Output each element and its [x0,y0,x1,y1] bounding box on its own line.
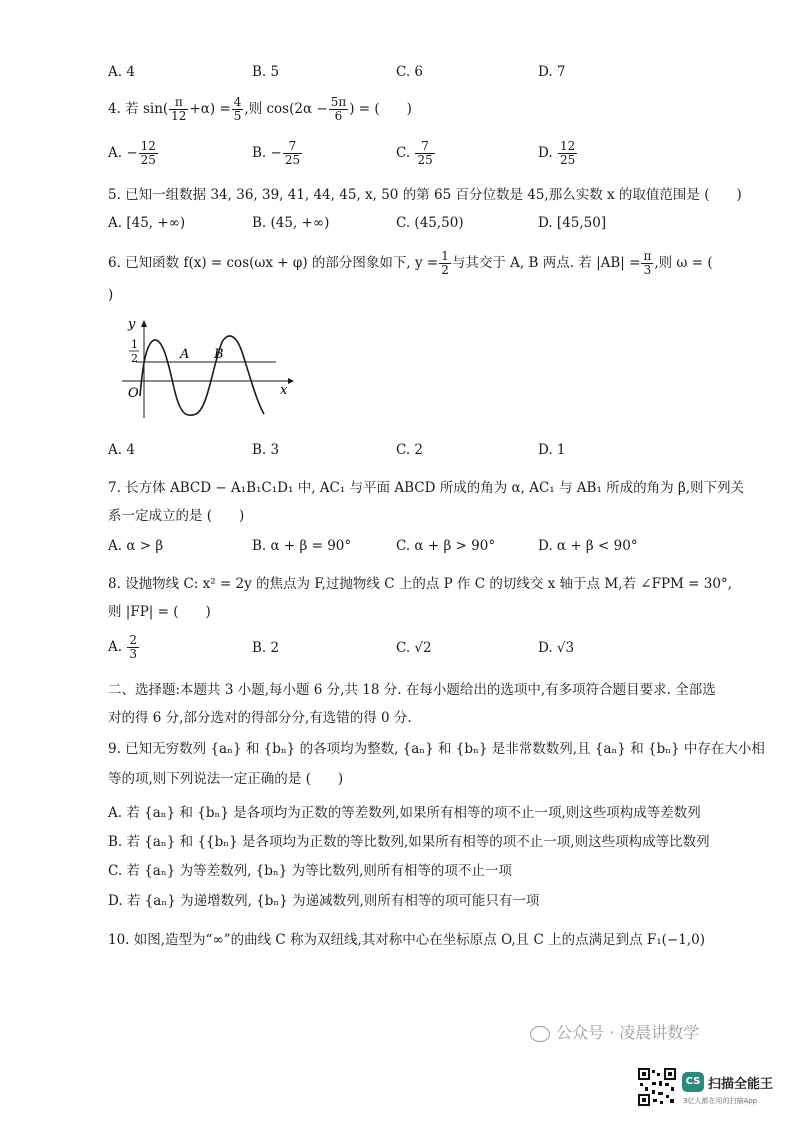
q6-function-graph [118,318,296,422]
q4-option-b-frac [283,140,302,167]
q8-option-a-frac [127,634,139,661]
wechat-icon [530,1026,550,1042]
q4-option-c-num: 7 [415,140,434,154]
q4-option-a-label: A. [108,145,123,161]
section2-heading-line2: 对的得 6 分,部分选对的得部分分,有选错的得 0 分. [108,710,412,726]
q4-frac3-num: 5π [330,95,347,109]
camscanner-tagline: 3亿人都在用的扫描App [683,1097,758,1105]
q4-option-a-frac [139,140,158,167]
q4-frac2-den: 5 [233,109,242,123]
q4-frac1-num: π [169,96,188,110]
q8-option-a-num: 2 [129,633,137,647]
q8-stem: 8. 设抛物线 C: x² = 2y 的焦点为 F,过抛物线 C 上的点 P 作 C 的切线交 x 轴于点 M,若 ∠FPM = 30°, [108,576,732,592]
q7-option-d: D. α + β < 90° [538,538,638,554]
q3-option-a: A. 4 [108,64,135,80]
q8-option-a-den: 3 [129,647,137,661]
q4-option-b-den: 25 [284,153,301,167]
q10-stem: 10. 如图,造型为“∞”的曲线 C 称为双纽线,其对称中心在坐标原点 O,且 C 上的点满足到点 F₁(−1,0) [108,932,705,948]
q6-option-a: A. 4 [108,442,135,458]
qr-code-icon [638,1068,676,1106]
q4-option-b [252,140,303,167]
q4-option-a-den: 25 [140,153,156,167]
cosine-curve [140,336,264,415]
q4-option-d-num: 12 [559,139,576,153]
watermark [530,1020,699,1043]
q4-option-a-num: 12 [140,139,156,153]
q7-option-c: C. α + β > 90° [396,538,496,554]
q7-stem-line2: 系一定成立的是 ( ) [108,508,245,524]
q6-part1: 6. 已知函数 f(x) = cos(ωx + φ) 的部分图象如下, y = [108,255,439,271]
q9-option-c: C. 若 {aₙ} 为等差数列, {bₙ} 为等比数列,则所有相等的项不止一项 [108,863,512,879]
q9-option-d: D. 若 {aₙ} 为递增数列, {bₙ} 为递减数列,则所有相等的项可能只有一项 [108,893,540,909]
q3-option-c: C. 6 [396,64,424,80]
q4-mid1: +α) = [189,101,231,117]
q6-stem-line2: ) [108,287,114,303]
q6-frac1-den: 2 [441,263,449,277]
y-label: y [128,318,136,332]
q8-option-d: D. √3 [538,640,575,656]
q4-prefix: 4. 若 sin( [108,101,169,117]
x-axis-arrow [288,378,294,384]
q3-option-d: D. 7 [538,64,566,80]
q8-option-c: C. √2 [396,640,432,656]
x-label: x [280,383,288,398]
q4-frac-1 [169,96,188,123]
q4-option-b-num: 7 [283,140,302,154]
q4-option-a-sign: − [126,145,138,161]
q4-option-c-label: C. [396,145,411,161]
origin-label: O [128,386,139,401]
q3-option-b: B. 5 [252,64,280,80]
q6-option-c: C. 2 [396,442,424,458]
q7-option-b: B. α + β = 90° [252,538,352,554]
q4-option-c [396,140,436,167]
q4-option-d-den: 25 [559,153,576,167]
q4-option-a [108,140,159,167]
q5-option-b: B. (45, +∞) [252,215,330,231]
q6-option-b: B. 3 [252,442,280,458]
q4-mid2: ,则 cos(2α − [244,101,328,117]
q4-frac2-num: 4 [233,95,242,109]
q8-option-a [108,634,140,661]
q6-frac1-num: 1 [441,249,449,263]
q6-part2: 与其交于 A, B 两点. 若 |AB| = [451,255,641,271]
q4-option-d-frac [558,140,577,167]
q4-suffix: ) = ( ) [349,101,412,117]
q8-option-a-label: A. [108,639,123,655]
section2-heading: 二、选择题:本题共 3 小题,每小题 6 分,共 18 分. 在每小题给出的选项中,有多项符合题目要求. 全部选 [108,682,716,698]
q6-frac-2 [641,250,653,277]
q5-option-d: D. [45,50] [538,215,607,231]
q4-option-b-sign: − [270,145,282,161]
q4-stem [108,96,412,123]
q4-option-c-den: 25 [417,153,433,167]
q9-stem: 9. 已知无穷数列 {aₙ} 和 {bₙ} 的各项均为整数, {aₙ} 和 {bₙ} 是非常数数列,且 {aₙ} 和 {bₙ} 中存在大小相 [108,741,765,757]
q6-stem [108,250,713,277]
q4-option-d-label: D. [538,145,553,161]
q8-stem-line2: 则 |FP| = ( ) [108,604,211,620]
q4-option-d [538,140,578,167]
q6-option-d: D. 1 [538,442,566,458]
point-b-label: B [214,347,224,362]
q9-option-a: A. 若 {aₙ} 和 {bₙ} 是各项均为正数的等差数列,如果所有相等的项不止一项,则这些项构成等差数列 [108,805,701,821]
q6-frac-1 [439,250,451,277]
camscanner-name: 扫描全能王 [708,1077,774,1092]
q4-frac1-den: 12 [171,109,187,123]
q6-frac2-den: 3 [643,263,652,277]
q5-stem: 5. 已知一组数据 34, 36, 39, 41, 44, 45, x, 50 的第 65 百分位数是 45,那么实数 x 的取值范围是 ( ) [108,187,742,203]
q7-option-a: A. α > β [108,538,164,554]
q5-option-a: A. [45, +∞) [108,215,186,231]
q4-option-c-frac [415,140,434,167]
q4-frac-3 [329,96,349,123]
q9-option-b: B. 若 {aₙ} 和 {{bₙ} 是各项均为正数的等比数列,如果所有相等的项不止一项,则这些项构成等比数列 [108,834,710,850]
q7-stem: 7. 长方体 ABCD − A₁B₁C₁D₁ 中, AC₁ 与平面 ABCD 所成的角为 α, AC₁ 与 AB₁ 所成的角为 β,则下列关 [108,480,745,496]
watermark-text: 公众号 · 凌晨讲数学 [556,1023,700,1042]
y-axis-arrow [141,320,147,327]
q5-option-c: C. (45,50) [396,215,464,231]
q6-part3: ,则 ω = ( [654,255,713,271]
q4-frac3-den: 6 [334,109,343,123]
point-a-label: A [180,347,190,362]
q4-frac-2 [232,96,244,123]
half-den: 2 [131,352,138,365]
q9-stem-line2: 等的项,则下列说法一定正确的是 ( ) [108,771,344,787]
q8-option-b: B. 2 [252,640,280,656]
camscanner-logo-icon: CS [682,1072,704,1092]
q6-frac2-num: π [643,249,652,263]
q4-option-b-label: B. [252,145,267,161]
half-num: 1 [131,338,138,351]
